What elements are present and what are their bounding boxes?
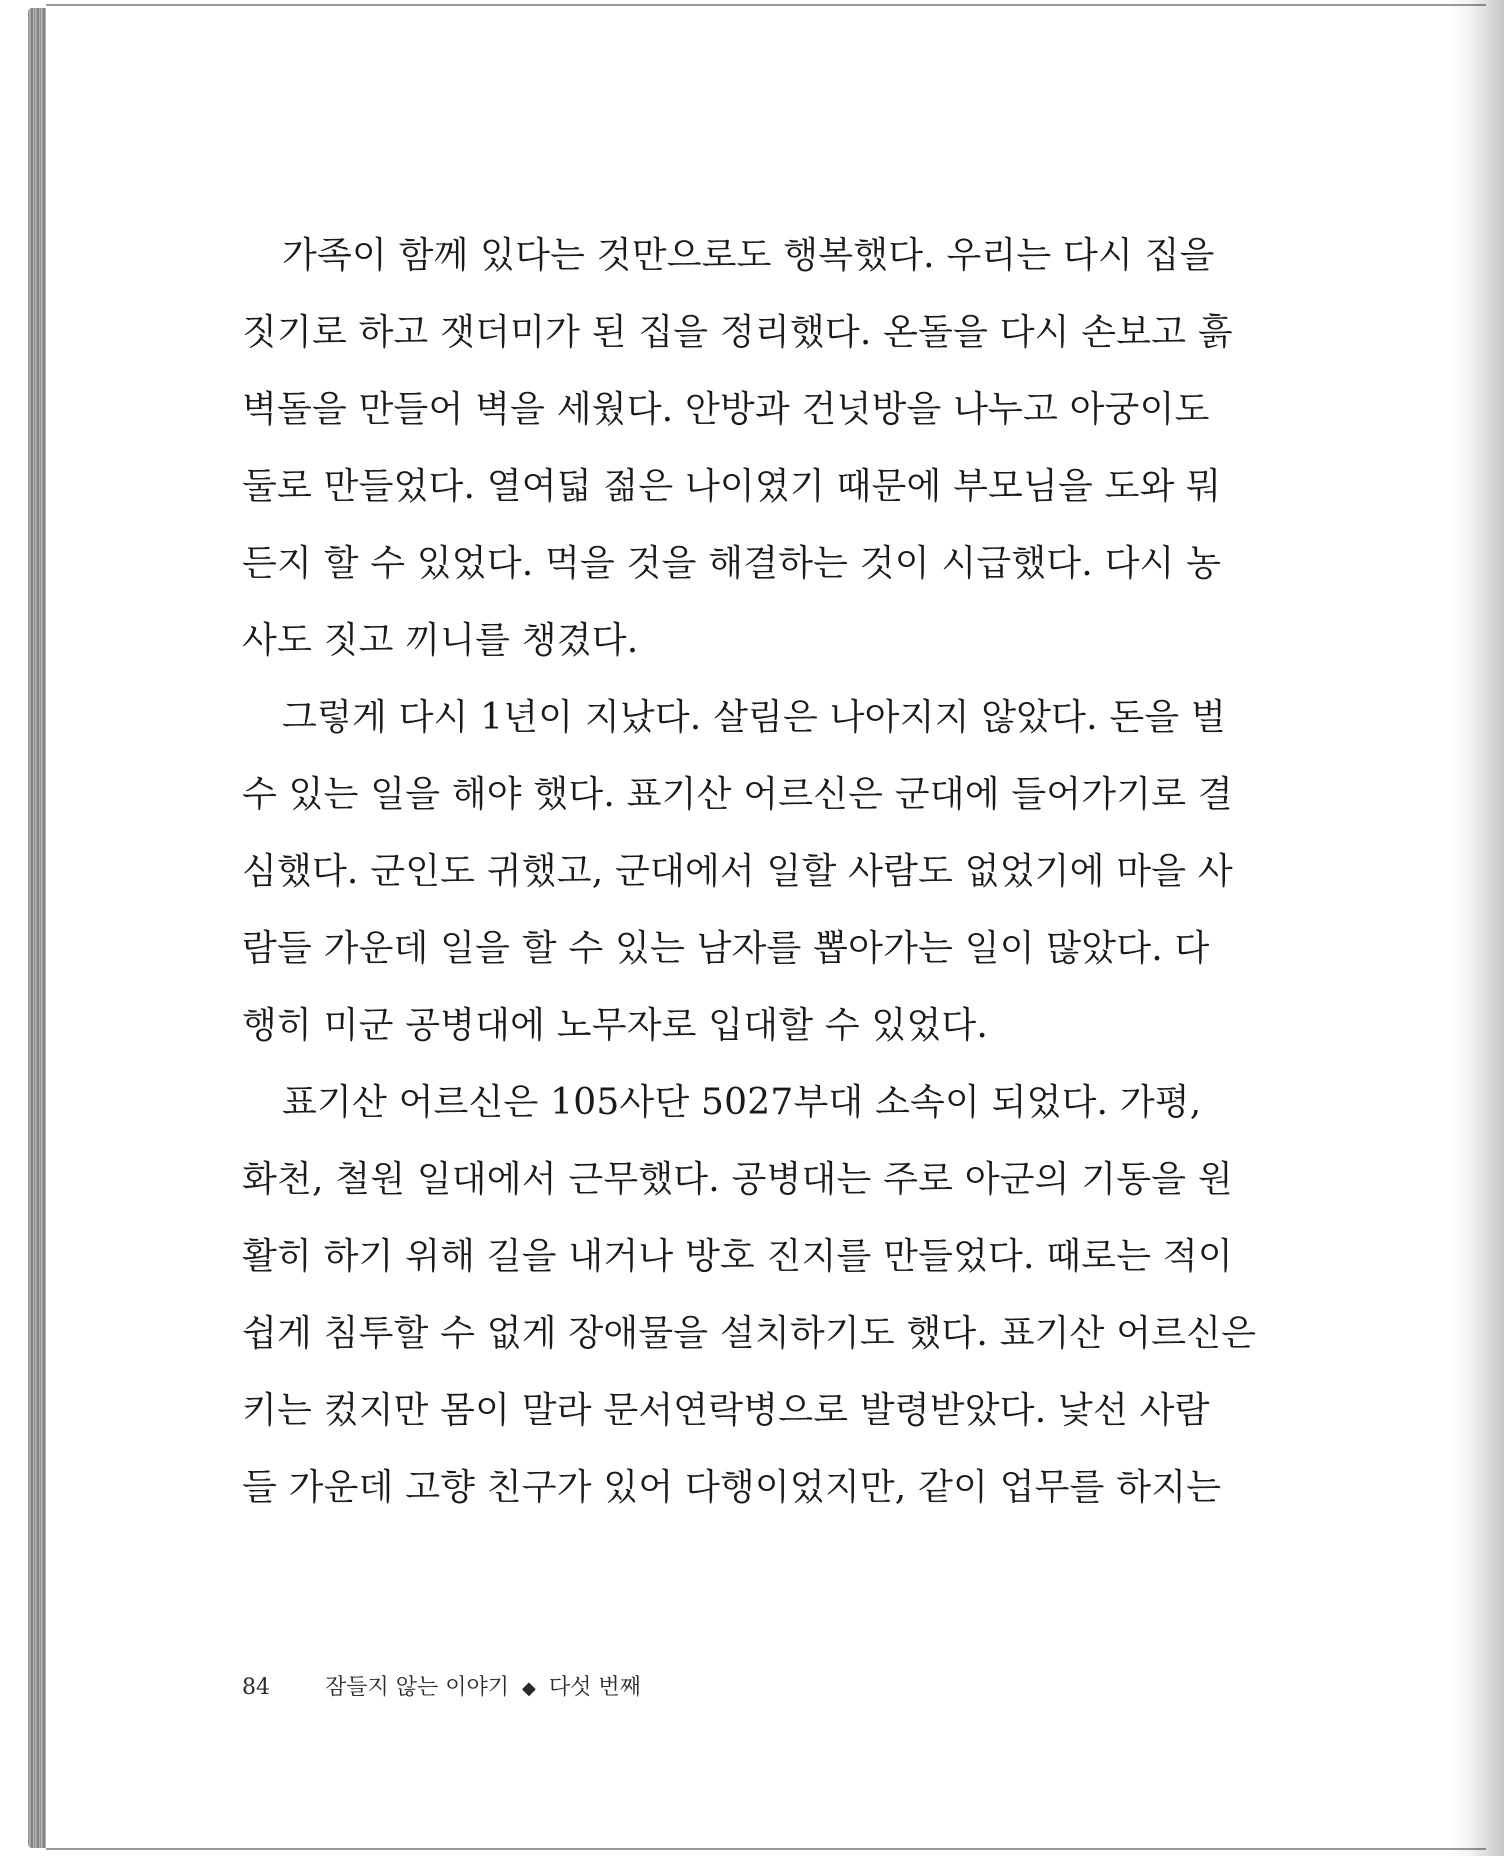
text-line: 키는 컸지만 몸이 말라 문서연락병으로 발령받았다. 낯선 사람 [242,1390,1210,1431]
text-line: 둘로 만들었다. 열여덟 젊은 나이였기 때문에 부모님을 도와 뭐 [242,466,1222,507]
page-footer [242,1670,641,1701]
text-line: 가족이 함께 있다는 것만으로도 행복했다. 우리는 다시 집을 [282,235,1215,276]
chapter-label: 다섯 번째 [548,1675,641,1700]
text-line: 짓기로 하고 잿더미가 된 집을 정리했다. 온돌을 다시 손보고 흙 [242,312,1233,353]
body-text [242,222,1257,1531]
book-title: 잠들지 않는 이야기 [325,1675,510,1700]
text-line: 쉽게 침투할 수 없게 장애물을 설치하기도 했다. 표기산 어르신은 [242,1313,1257,1354]
text-line: 그렇게 다시 1년이 지났다. 살림은 나아지지 않았다. 돈을 벌 [282,697,1226,738]
text-line: 벽돌을 만들어 벽을 세웠다. 안방과 건넛방을 나누고 아궁이도 [242,389,1210,430]
text-line: 심했다. 군인도 귀했고, 군대에서 일할 사람도 없었기에 마을 사 [242,851,1233,892]
text-line: 행히 미군 공병대에 노무자로 입대할 수 있었다. [242,1005,989,1046]
paragraph-3 [242,1069,1257,1531]
text-line: 든지 할 수 있었다. 먹을 것을 해결하는 것이 시급했다. 다시 농 [242,543,1222,584]
text-line: 수 있는 일을 해야 했다. 표기산 어르신은 군대에 들어가기로 결 [242,774,1233,815]
text-line: 들 가운데 고향 친구가 있어 다행이었지만, 같이 업무를 하지는 [242,1467,1222,1508]
text-line: 사도 짓고 끼니를 챙겼다. [242,620,639,661]
page-number: 84 [242,1675,270,1700]
text-line: 표기산 어르신은 105사단 5027부대 소속이 되었다. 가평, [282,1082,1202,1123]
text-line: 람들 가운데 일을 할 수 있는 남자를 뽑아가는 일이 많았다. 다 [242,928,1210,969]
paragraph-2 [242,684,1233,1069]
paragraph-1 [242,222,1233,684]
diamond-separator-icon: ◆ [522,1678,536,1699]
text-line: 활히 하기 위해 길을 내거나 방호 진지를 만들었다. 때로는 적이 [242,1236,1233,1277]
text-line: 화천, 철원 일대에서 근무했다. 공병대는 주로 아군의 기동을 원 [242,1159,1233,1200]
